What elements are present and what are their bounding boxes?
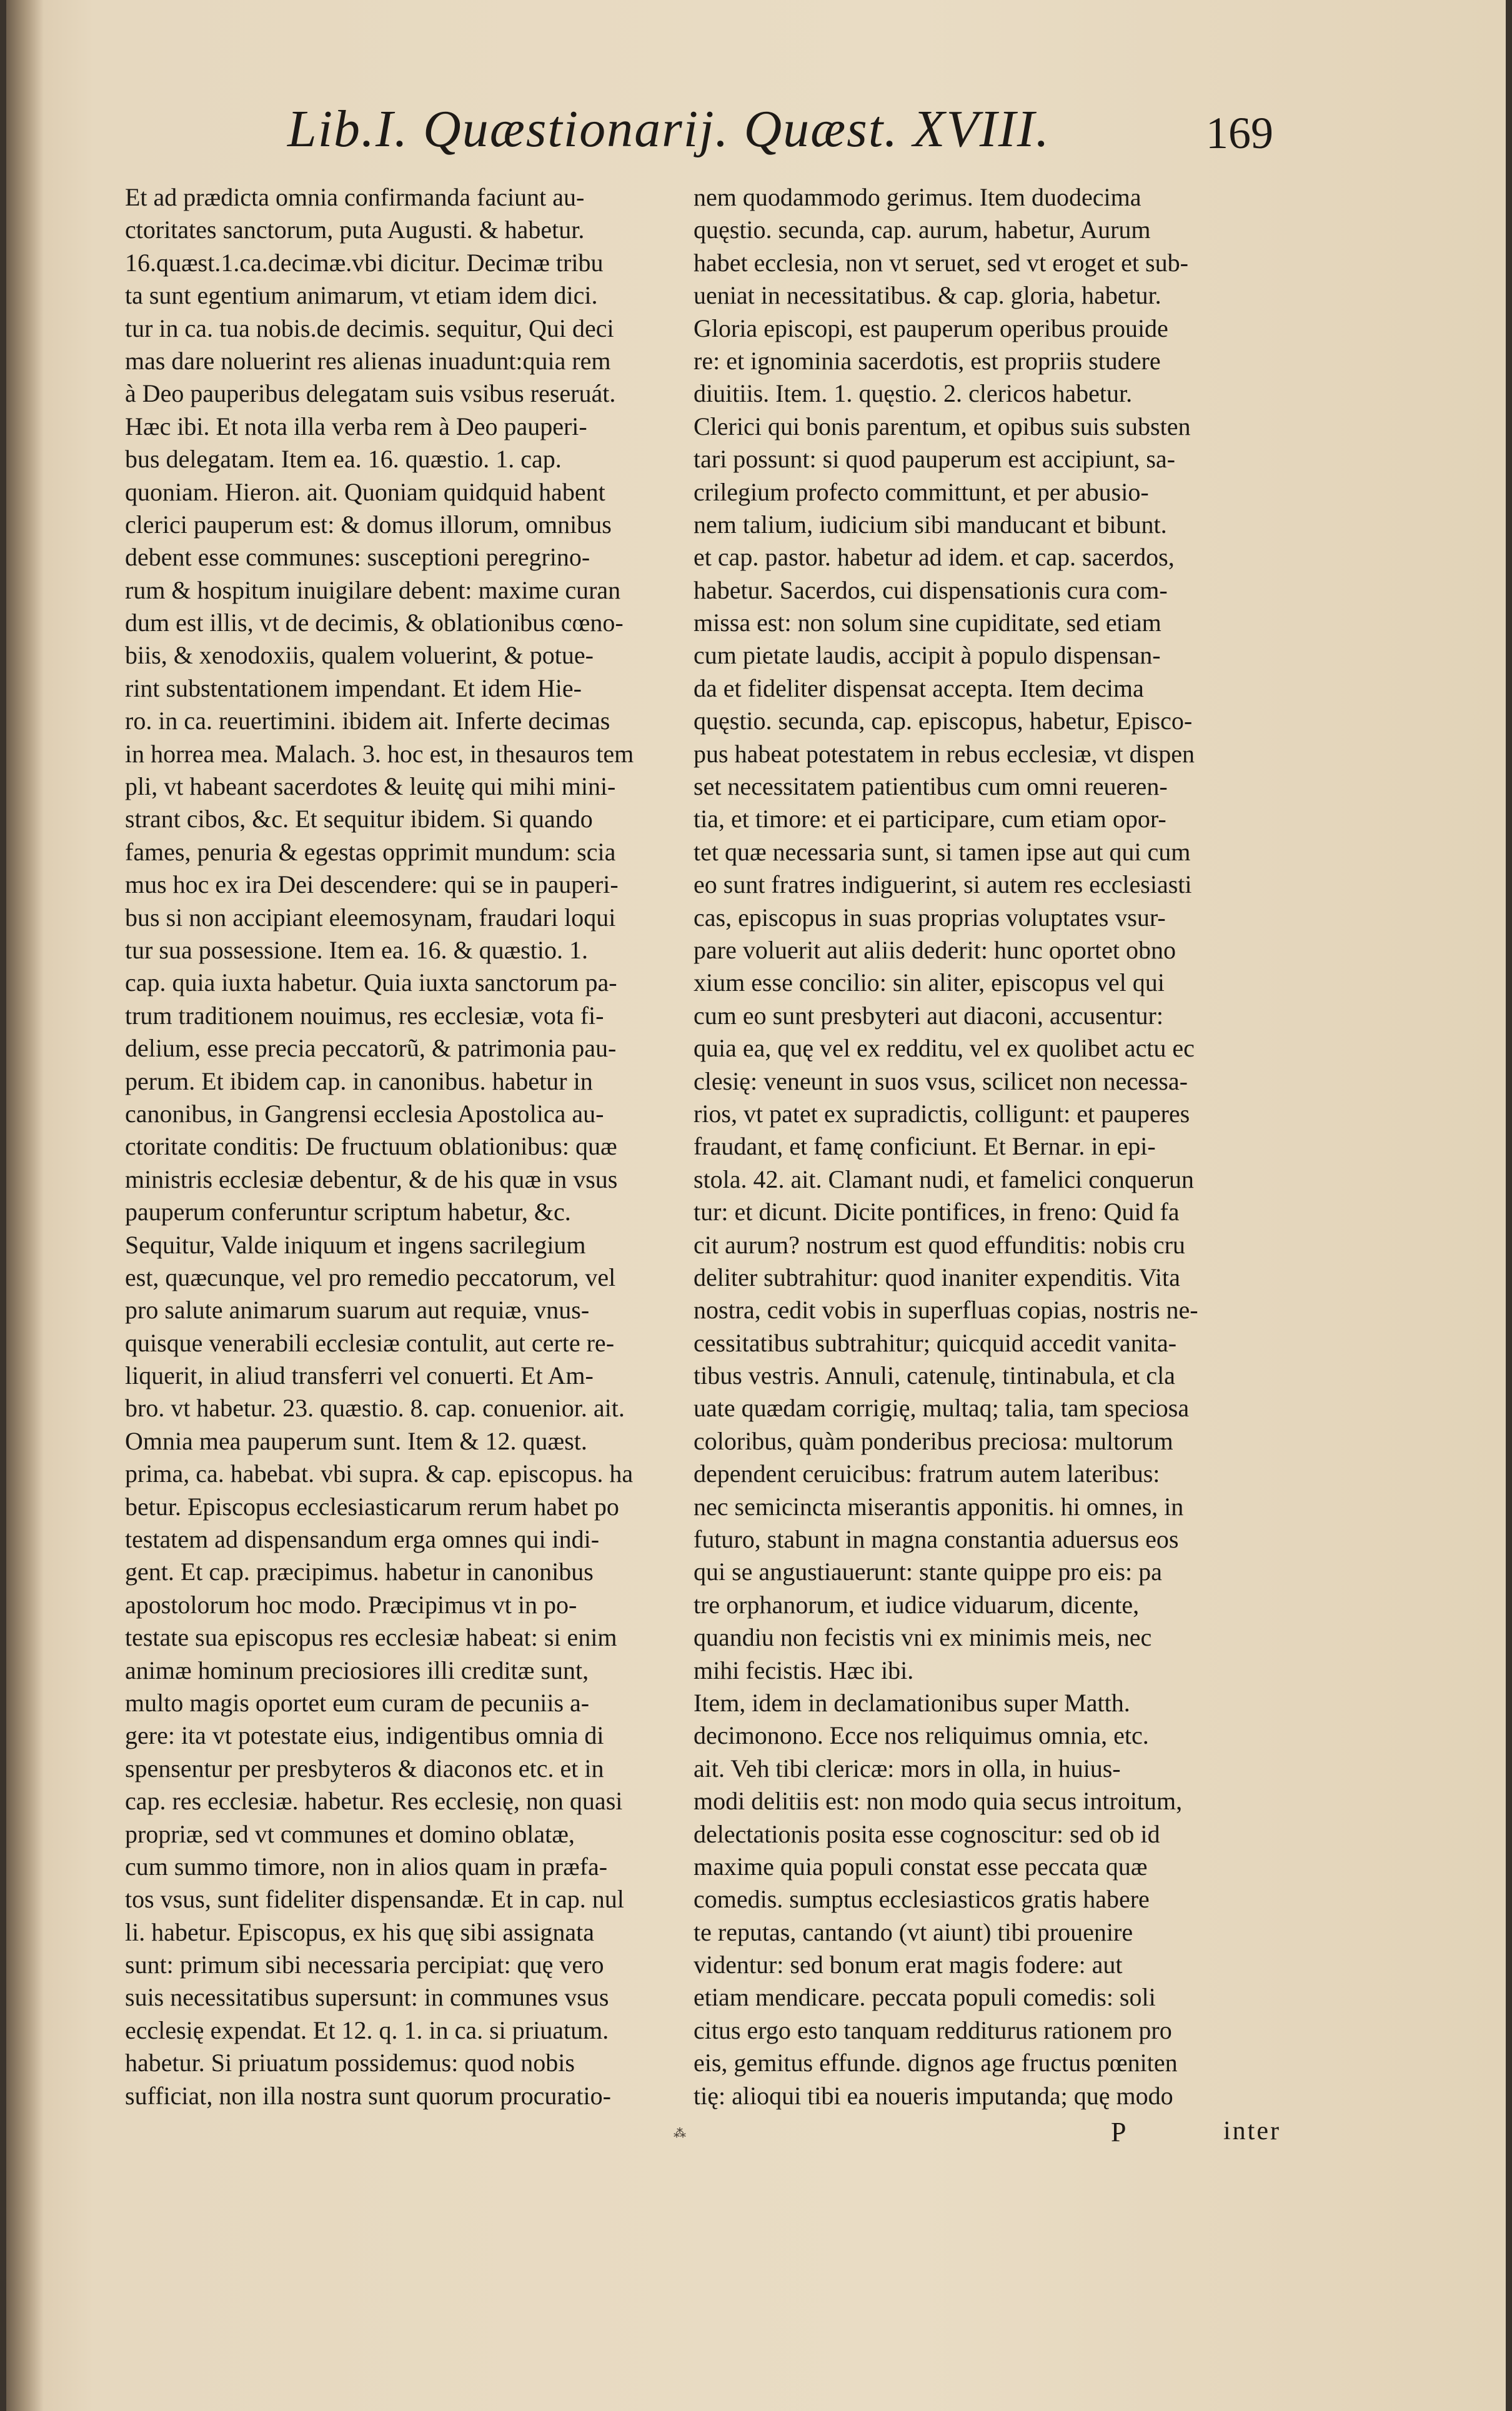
text-line: canonibus, in Gangrensi ecclesia Apostolica au-	[125, 1099, 604, 1128]
text-line: 16.quæst.1.ca.decimæ.vbi dicitur. Decimæ tribu	[125, 248, 604, 277]
text-line: propriæ, sed vt communes et domino oblatæ,	[125, 1819, 575, 1848]
text-line: spensentur per presbyteros & diaconos etc. et in	[125, 1754, 604, 1782]
text-line: te reputas, cantando (vt aiunt) tibi prouenire	[694, 1917, 1133, 1946]
text-line: pauperum conferuntur scriptum habetur, &c.	[125, 1198, 571, 1226]
text-line: betur. Episcopus ecclesiasticarum rerum habet po	[125, 1492, 619, 1521]
page-gutter	[6, 0, 44, 2411]
text-line: pus habeat potestatem in rebus ecclesiæ, vt dispen	[694, 739, 1195, 768]
text-line: mas dare noluerint res alienas inuadunt:quia rem	[125, 346, 611, 375]
text-line: ministris ecclesiæ debentur, & de his quæ in vsus	[125, 1165, 618, 1193]
text-line: set necessitatem patientibus cum omni reueren-	[694, 772, 1168, 801]
text-line: Et ad prædicta omnia confirmanda faciunt au-	[125, 183, 585, 211]
text-line: eo sunt fratres indiguerint, si autem res ecclesiasti	[694, 870, 1192, 899]
text-line: bro. vt habetur. 23. quæstio. 8. cap. conuenior. ait.	[125, 1394, 625, 1423]
text-line: nec semicincta miserantis apponitis. hi omnes, in	[694, 1492, 1184, 1521]
text-line: debent esse communes: susceptioni peregrino-	[125, 543, 590, 572]
text-line: habet ecclesia, non vt seruet, sed vt eroget et sub-	[694, 248, 1188, 277]
text-line: gere: ita vt potestate eius, indigentibus omnia di	[125, 1721, 604, 1750]
text-line: est, quæcunque, vel pro remedio peccatorum, vel	[125, 1263, 616, 1291]
text-line: dum est illis, vt de decimis, & oblationibus cœno-	[125, 609, 624, 637]
text-line: cap. quia iuxta habetur. Quia iuxta sanctorum pa-	[125, 968, 617, 997]
text-line: da et fideliter dispensat accepta. Item decima	[694, 674, 1144, 702]
text-line: rios, vt patet ex supradictis, colligunt: et pauperes	[694, 1099, 1190, 1128]
text-line: pli, vt habeant sacerdotes & leuitę qui mihi mini-	[125, 772, 616, 801]
text-line: tos vsus, sunt fideliter dispensandæ. Et in cap. nul	[125, 1885, 624, 1914]
text-line: quęstio. secunda, cap. episcopus, habetur, Episco-	[694, 707, 1193, 735]
text-line: liquerit, in aliud transferri vel conuerti. Et Am-	[125, 1361, 594, 1390]
text-line: futuro, stabunt in magna constantia aduersus eos	[694, 1525, 1179, 1554]
text-line: à Deo pauperibus delegatam suis vsibus reseruát.	[125, 379, 616, 408]
text-line: Sequitur, Valde iniquum et ingens sacrilegium	[125, 1230, 586, 1259]
text-line: cum summo timore, non in alios quam in præfa-	[125, 1852, 608, 1881]
text-line: gent. Et cap. præcipimus. habetur in canonibus	[125, 1558, 594, 1586]
text-line: perum. Et ibidem cap. in canonibus. habetur in	[125, 1066, 593, 1095]
text-line: trum traditionem nouimus, res ecclesiæ, vota fi-	[125, 1001, 604, 1030]
text-line: cessitatibus subtrahitur; quicquid accedit vanita-	[694, 1328, 1177, 1357]
text-line: apostolorum hoc modo. Præcipimus vt in po-	[125, 1590, 577, 1619]
text-line: qui se angustiauerunt: stante quippe pro eis: pa	[694, 1558, 1162, 1586]
text-line: quandiu non fecistis vni ex minimis meis, nec	[694, 1623, 1152, 1652]
text-line: videntur: sed bonum erat magis fodere: aut	[694, 1951, 1123, 1979]
text-line: bus delegatam. Item ea. 16. quæstio. 1. cap.	[125, 445, 562, 474]
text-line: deliter subtrahitur: quod inaniter expenditis. Vita	[694, 1263, 1180, 1291]
text-line: citus ergo esto tanquam redditurus rationem pro	[694, 2016, 1172, 2044]
text-line: sufficiat, non illa nostra sunt quorum procuratio-	[125, 2081, 611, 2110]
text-line: eis, gemitus effunde. dignos age fructus pœniten	[694, 2049, 1178, 2077]
text-line: delium, esse precia peccatorũ, & patrimonia pau-	[125, 1034, 617, 1063]
text-line: Hæc ibi. Et nota illa verba rem à Deo pauperi-	[125, 412, 587, 440]
text-line: quęstio. secunda, cap. aurum, habetur, Aurum	[694, 216, 1151, 244]
text-line: animæ hominum preciosiores illi creditæ sunt,	[125, 1656, 589, 1684]
text-line: cum pietate laudis, accipit à populo dispensan-	[694, 641, 1161, 670]
page-number: 169	[1206, 108, 1273, 158]
text-line: xium esse concilio: sin aliter, episcopus vel qui	[694, 968, 1165, 997]
text-line: ro. in ca. reuertimini. ibidem ait. Inferte decimas	[125, 707, 610, 735]
text-line: in horrea mea. Malach. 3. hoc est, in thesauros tem	[125, 739, 634, 768]
text-line: quoniam. Hieron. ait. Quoniam quidquid habent	[125, 477, 605, 506]
text-line: prima, ca. habebat. vbi supra. & cap. episcopus. ha	[125, 1459, 634, 1488]
text-line: modi delitiis est: non modo quia secus introitum,	[694, 1787, 1183, 1816]
text-line: rum & hospitum inuigilare debent: maxime curan	[125, 575, 621, 604]
right-text-column	[694, 181, 1243, 2112]
ornament: ⁂	[674, 2127, 686, 2140]
text-line: tia, et timore: et ei participare, cum etiam opor-	[694, 805, 1166, 833]
text-line: quia ea, quę vel ex redditu, vel ex quolibet actu ec	[694, 1034, 1195, 1063]
text-line: clerici pauperum est: & domus illorum, omnibus	[125, 510, 612, 539]
text-line: rint substentationem impendant. Et idem Hie-	[125, 674, 582, 702]
text-line: quisque venerabili ecclesiæ contulit, aut certe re-	[125, 1328, 615, 1357]
text-line: li. habetur. Episcopus, ex his quę sibi assignata	[125, 1917, 594, 1946]
text-line: decimonono. Ecce nos reliquimus omnia, etc.	[694, 1721, 1149, 1750]
text-line: pro salute animarum suarum aut requiæ, vnus-	[125, 1296, 590, 1325]
text-line: cum eo sunt presbyteri aut diaconi, accusentur:	[694, 1001, 1163, 1030]
text-line: cit aurum? nostrum est quod effunditis: nobis cru	[694, 1230, 1185, 1259]
text-line: Gloria episcopi, est pauperum operibus prouide	[694, 314, 1168, 342]
text-line: tet quæ necessaria sunt, si tamen ipse aut qui cum	[694, 837, 1191, 866]
text-line: tibus vestris. Annuli, catenulę, tintinabula, et cla	[694, 1361, 1175, 1390]
text-line: Omnia mea pauperum sunt. Item & 12. quæst.	[125, 1426, 587, 1455]
text-line: multo magis oportet eum curam de pecuniis a-	[125, 1688, 590, 1717]
text-line: ta sunt egentium animarum, vt etiam idem dici.	[125, 281, 598, 310]
text-line: Clerici qui bonis parentum, et opibus suis substen	[694, 412, 1191, 440]
text-line: ait. Veh tibi clericæ: mors in olla, in huius-	[694, 1754, 1121, 1782]
text-line: cap. res ecclesiæ. habetur. Res ecclesię, non quasi	[125, 1787, 623, 1816]
left-text-column	[125, 181, 675, 2112]
text-line: ecclesię expendat. Et 12. q. 1. in ca. si priuatum.	[125, 2016, 609, 2044]
running-title: Lib.I. Quæstionarij. Quæst. XVIII.	[287, 100, 1050, 158]
text-line: et cap. pastor. habetur ad idem. et cap. sacerdos,	[694, 543, 1175, 572]
text-line: testate sua episcopus res ecclesiæ habeat: si enim	[125, 1623, 617, 1652]
text-line: testatem ad dispensandum erga omnes qui indi-	[125, 1525, 600, 1554]
text-line: sunt: primum sibi necessaria percipiat: quę vero	[125, 1951, 604, 1979]
text-line: crilegium profecto committunt, et per abusio-	[694, 477, 1149, 506]
signature-mark: P	[1111, 2117, 1127, 2147]
text-line: nem talium, iudicium sibi manducant et bibunt.	[694, 510, 1167, 539]
text-line: fames, penuria & egestas opprimit mundum: scia	[125, 837, 616, 866]
text-line: tre orphanorum, et iudice viduarum, dicente,	[694, 1590, 1140, 1619]
text-line: delectationis posita esse cognoscitur: sed ob id	[694, 1819, 1160, 1848]
text-line: tari possunt: si quod pauperum est accipiunt, sa-	[694, 445, 1175, 474]
text-line: stola. 42. ait. Clamant nudi, et famelici conquerun	[694, 1165, 1194, 1193]
text-line: dependent ceruicibus: fratrum autem lateribus:	[694, 1459, 1160, 1488]
text-line: ctoritates sanctorum, puta Augusti. & habetur.	[125, 216, 585, 244]
text-line: ctoritate conditis: De fructuum oblationibus: quæ	[125, 1132, 617, 1161]
text-line: clesię: veneunt in suos vsus, scilicet non necessa-	[694, 1066, 1188, 1095]
text-line: habetur. Sacerdos, cui dispensationis cura com-	[694, 575, 1168, 604]
text-line: nostra, cedit vobis in superfluas copias, nostris ne-	[694, 1296, 1198, 1325]
text-line: etiam mendicare. peccata populi comedis: soli	[694, 1983, 1156, 2012]
text-line: pare voluerit aut aliis dederit: hunc oportet obno	[694, 935, 1176, 964]
text-line: tur sua possessione. Item ea. 16. & quæstio. 1.	[125, 935, 589, 964]
text-line: comedis. sumptus ecclesiasticos gratis habere	[694, 1885, 1150, 1914]
text-line: bus si non accipiant eleemosynam, fraudari loqui	[125, 903, 616, 932]
text-line: suis necessitatibus supersunt: in communes vsus	[125, 1983, 609, 2012]
text-line: Item, idem in declamationibus super Matth.	[694, 1688, 1130, 1717]
text-line: coloribus, quàm ponderibus preciosa: multorum	[694, 1426, 1173, 1455]
text-line: diuitiis. Item. 1. quęstio. 2. clericos habetur.	[694, 379, 1133, 408]
text-line: fraudant, et famę conficiunt. Et Bernar. in epi-	[694, 1132, 1156, 1161]
text-line: maxime quia populi constat esse peccata quæ	[694, 1852, 1148, 1881]
text-line: uate quædam corrigię, multaq; talia, tam speciosa	[694, 1394, 1190, 1423]
text-line: tur in ca. tua nobis.de decimis. sequitur, Qui deci	[125, 314, 614, 342]
text-line: tur: et dicunt. Dicite pontifices, in freno: Quid fa	[694, 1198, 1180, 1226]
text-line: missa est: non solum sine cupiditate, sed etiam	[694, 609, 1161, 637]
text-line: tię: alioqui tibi ea noueris imputanda; quę modo	[694, 2081, 1173, 2110]
text-line: cas, episcopus in suas proprias voluptates vsur-	[694, 903, 1166, 932]
text-line: mihi fecistis. Hæc ibi.	[694, 1656, 914, 1684]
text-line: strant cibos, &c. Et sequitur ibidem. Si quando	[125, 805, 593, 833]
text-line: habetur. Si priuatum possidemus: quod nobis	[125, 2049, 575, 2077]
text-line: ueniat in necessitatibus. & cap. gloria, habetur.	[694, 281, 1161, 310]
text-line: mus hoc ex ira Dei descendere: qui se in pauperi-	[125, 870, 619, 899]
text-line: biis, & xenodoxiis, qualem voluerint, & potue-	[125, 641, 594, 670]
text-line: nem quodammodo gerimus. Item duodecima	[694, 183, 1141, 211]
catchword: inter	[1223, 2117, 1281, 2145]
text-line: re: et ignominia sacerdotis, est propriis studere	[694, 346, 1161, 375]
